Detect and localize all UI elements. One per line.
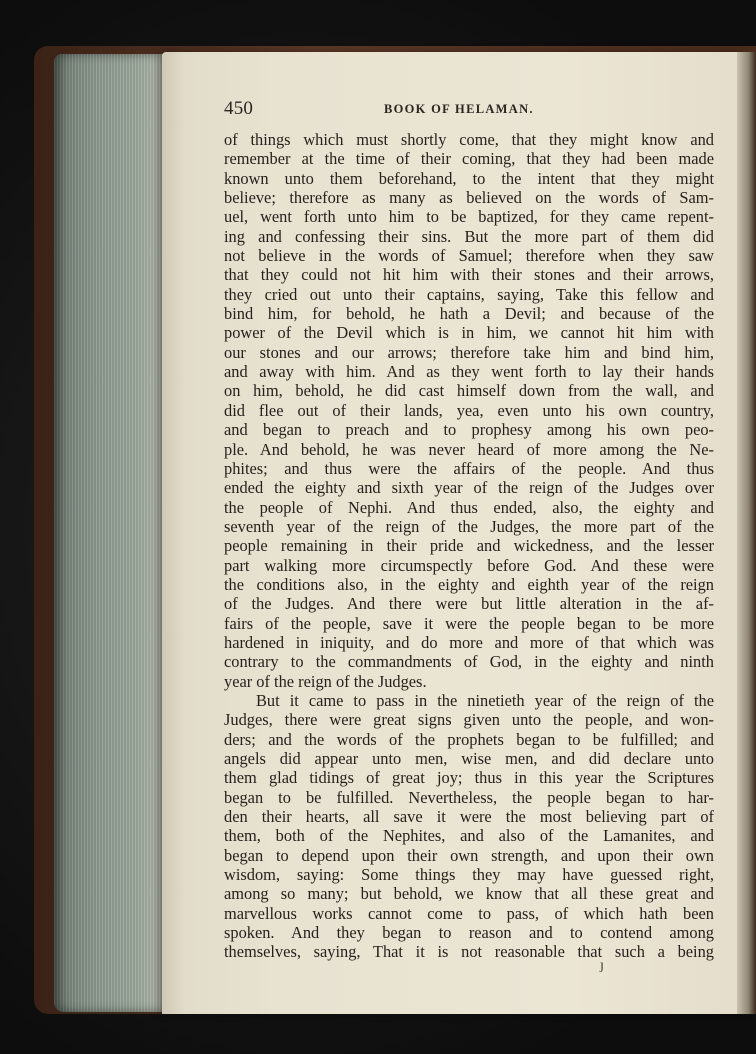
text-line: phites; and thus were the affairs of the people. And thus (224, 458, 714, 478)
text-line: of the Judges. And there were but little alteration in the af- (224, 594, 714, 614)
page-edges (54, 54, 170, 1012)
text-line: wisdom, saying: Some things they may have guessed right, (224, 865, 714, 885)
text-line: year of the reign of the Judges. (224, 671, 427, 691)
text-line: the people of Nephi. And thus ended, also, the eighty and (224, 497, 714, 517)
text-line: spoken. And they began to reason and to contend among (224, 923, 714, 943)
book-gutter-edge (737, 52, 756, 1014)
page-header (224, 98, 710, 120)
running-head: BOOK OF HELAMAN. (384, 102, 534, 116)
text-line: hardened in iniquity, and do more and more of that which was (224, 632, 714, 652)
text-line: But it came to pass in the ninetieth year of the reign of the (256, 690, 714, 710)
text-line: known unto them beforehand, to the intent that they might (224, 168, 714, 188)
text-line: part walking more circumspectly before God. And these were (224, 555, 714, 575)
text-line: that they could not hit him with their stones and their arrows, (224, 265, 714, 285)
text-line: began to be fulfilled. Nevertheless, the people began to har- (224, 787, 714, 807)
text-line: marvellous works cannot come to pass, of which hath been (224, 903, 714, 923)
text-line: den their hearts, all save it were the most believing part of (224, 807, 714, 827)
text-line: not believe in the words of Samuel; therefore when they saw (224, 246, 714, 266)
text-line: remember at the time of their coming, that they had been made (224, 149, 714, 169)
text-line: contrary to the commandments of God, in the eighty and ninth (224, 652, 714, 672)
page-number: 450 (224, 98, 254, 119)
text-line: angels did appear unto men, wise men, and did declare unto (224, 749, 714, 768)
text-line: they cried out unto their captains, saying, Take this fellow and (224, 284, 714, 304)
text-line: bind him, for behold, he hath a Devil; and because of the (224, 304, 714, 324)
text-line: ended the eighty and sixth year of the reign of the Judges over (224, 478, 714, 498)
text-line: of things which must shortly come, that they might know and (224, 130, 714, 149)
text-line: on him, behold, he did cast himself down from the wall, and (224, 381, 714, 401)
text-line: uel, went forth unto him to be baptized, for they came repent- (224, 207, 714, 227)
text-line: seventh year of the reign of the Judges, the more part of the (224, 516, 714, 536)
text-line: and began to preach and to prophesy among his own peo- (224, 420, 714, 440)
text-line: our stones and our arrows; therefore take him and bind him, (224, 342, 714, 362)
text-line: did flee out of their lands, yea, even unto his own country, (224, 400, 714, 420)
text-line: and away with him. And as they went forth to lay their hands (224, 362, 714, 382)
text-line: the conditions also, in the eighty and eighth year of the reign (224, 574, 714, 594)
text-line: ing and confessing their sins. But the more part of them did (224, 226, 714, 246)
text-line: began to depend upon their own strength, and upon their own (224, 845, 714, 865)
page-body (224, 130, 714, 962)
text-line: ple. And behold, he was never heard of more among the Ne- (224, 439, 714, 459)
text-line: people remaining in their pride and wickedness, and the lesser (224, 536, 714, 556)
footer-mark: ȷ (600, 958, 604, 973)
text-line: themselves, saying, That it is not reasonable that such a being (224, 942, 714, 962)
text-line: believe; therefore as many as believed on the words of Sam- (224, 188, 714, 208)
text-line: fairs of the people, save it were the people began to be more (224, 613, 714, 633)
text-line: power of the Devil which is in him, we cannot hit him with (224, 323, 714, 343)
text-line: them, both of the Nephites, and also of the Lamanites, and (224, 826, 714, 846)
text-line: them glad tidings of great joy; thus in this year the Scriptures (224, 768, 714, 788)
text-line: Judges, there were great signs given unto the people, and won- (224, 710, 714, 730)
text-line: among so many; but behold, we know that all these great and (224, 884, 714, 904)
text-line: ders; and the words of the prophets began to be fulfilled; and (224, 729, 714, 749)
